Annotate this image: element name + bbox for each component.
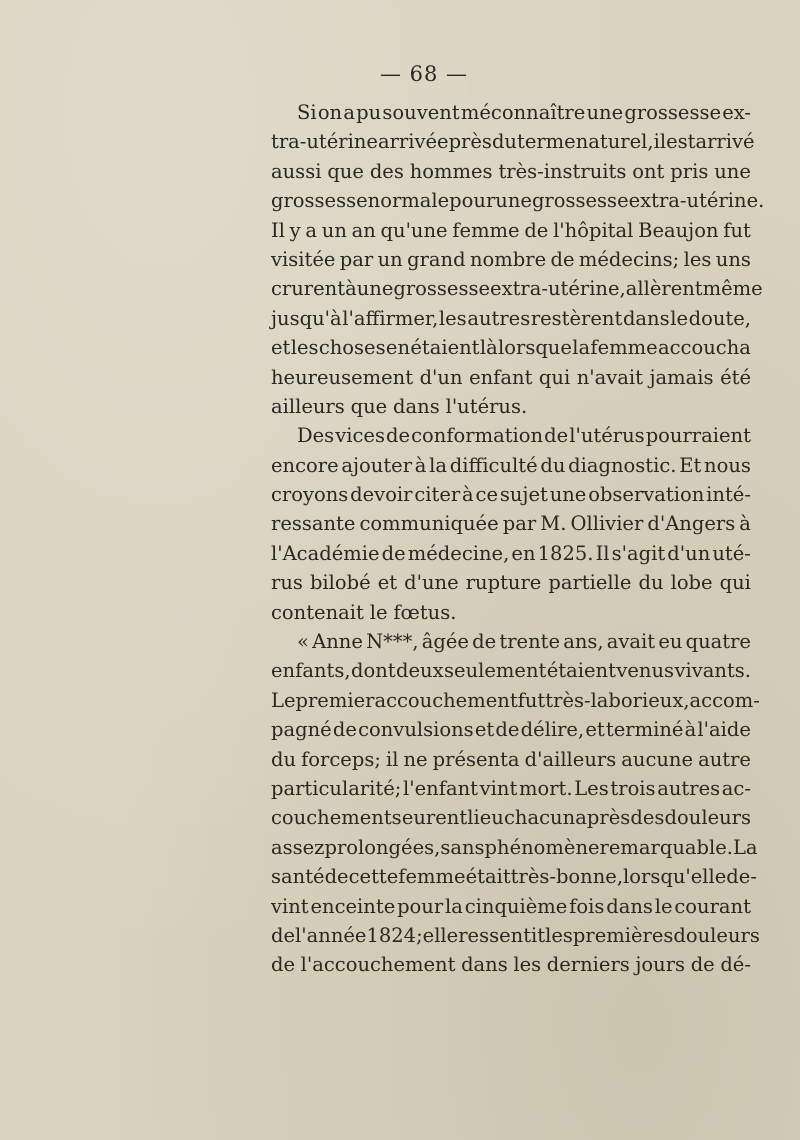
word: et (585, 718, 605, 742)
word: que (327, 159, 364, 183)
text-line (271, 363, 751, 392)
word: ce (475, 483, 498, 507)
word: à (462, 483, 474, 507)
text-line (271, 245, 751, 274)
word: l'Académie (271, 541, 380, 565)
word: grossesse (271, 189, 368, 213)
word: pagné (271, 718, 332, 742)
word: deux (396, 659, 444, 683)
word: a (305, 218, 318, 242)
word: diagnostic. (568, 453, 677, 477)
word: accouchement (374, 688, 518, 712)
word: présenta (432, 747, 520, 771)
word: eu (658, 630, 683, 654)
text-line (271, 598, 751, 627)
word: de (381, 541, 406, 565)
word: particularité; (271, 776, 402, 800)
word: douleurs (664, 806, 751, 830)
word: dont (350, 659, 396, 683)
text-line (271, 216, 751, 245)
word: la (429, 453, 448, 477)
word: derniers (546, 953, 630, 977)
word: uté- (712, 541, 751, 565)
word: terme (516, 130, 576, 154)
word: seulement (444, 659, 547, 683)
word: venus (616, 659, 675, 683)
word: qui (719, 571, 751, 595)
word: assez (271, 835, 325, 859)
word: arrivée (377, 130, 449, 154)
word: ac- (721, 776, 751, 800)
word: les (290, 336, 319, 360)
word: et (377, 571, 398, 595)
text-line (271, 274, 763, 303)
text-line (271, 745, 751, 774)
word: lorsqu'elle (623, 865, 727, 889)
word: ex- (722, 101, 751, 124)
word: encore (271, 453, 339, 477)
word: ans, (563, 630, 604, 654)
word: de (690, 953, 715, 977)
word: à (684, 718, 697, 742)
word: les (683, 247, 712, 271)
word: douleurs (673, 923, 760, 947)
word: d'un (667, 541, 711, 565)
word: sujet (499, 483, 548, 507)
word: l'aide (697, 718, 751, 742)
word: des (369, 159, 404, 183)
text-line (271, 950, 751, 979)
text-line (271, 862, 757, 891)
word: courant (674, 894, 751, 918)
word: remarquable. (599, 835, 733, 859)
word: médecine, (407, 541, 510, 565)
body-text (271, 98, 765, 980)
word: fœtus. (393, 600, 457, 624)
word: La (732, 835, 758, 859)
word: d'une (404, 571, 459, 595)
text-line (271, 892, 751, 921)
word: il (385, 747, 399, 771)
word: âgée (421, 630, 469, 654)
word: citer (414, 483, 461, 507)
word: pourraient (645, 424, 751, 448)
word: elle (422, 923, 459, 947)
word: santé (271, 865, 325, 889)
word: visitée (271, 247, 336, 271)
word: pour (449, 189, 496, 213)
word: pu (356, 101, 382, 124)
word: de (495, 718, 520, 742)
word: fut (723, 218, 751, 242)
word: restèrent (530, 306, 623, 330)
word: vices (335, 424, 385, 448)
word: pris (670, 159, 709, 183)
word: autre (698, 747, 751, 771)
word: grossesse (531, 189, 629, 213)
word: vint (271, 894, 309, 918)
word: 1825. (537, 541, 594, 565)
word: normale (367, 189, 450, 213)
word: communiquée (359, 512, 499, 536)
word: pour (397, 894, 444, 918)
word: ressentit (458, 923, 546, 947)
word: difficulté (449, 453, 538, 477)
word: une (586, 101, 624, 124)
word: les (545, 923, 573, 947)
word: étaient (410, 336, 480, 360)
text-line (271, 98, 751, 127)
word: le (369, 600, 388, 624)
word: grossesse (624, 101, 721, 124)
word: très-instruits (498, 159, 627, 183)
word: jusqu'à (271, 306, 342, 330)
word: on (317, 101, 343, 124)
word: jamais (649, 365, 714, 389)
word: de (332, 718, 357, 742)
word: grossesse (393, 277, 491, 301)
word: par (502, 512, 537, 536)
word: autres (467, 306, 531, 330)
word: partielle (548, 571, 632, 595)
word: Les (574, 776, 609, 800)
text-line (271, 833, 758, 862)
word: « (297, 630, 309, 654)
word: enfant (469, 365, 533, 389)
text-line (271, 333, 751, 362)
word: Ollivier (570, 512, 644, 536)
word: sans (440, 835, 485, 859)
word: observation (588, 483, 705, 507)
word: il (653, 130, 667, 154)
word: d'ailleurs (524, 747, 617, 771)
word: l'utérus. (445, 394, 528, 418)
word: Et (679, 453, 702, 477)
word: qu'une (380, 218, 448, 242)
word: chacun (504, 806, 576, 830)
word: Beaujon (638, 218, 719, 242)
word: eurent (401, 806, 468, 830)
text-line (271, 715, 751, 744)
word: après (575, 806, 631, 830)
word: dé- (720, 953, 751, 977)
word: de (544, 424, 569, 448)
word: choses (318, 336, 386, 360)
word: vint (479, 776, 518, 800)
text-line (271, 539, 751, 568)
word: là (479, 336, 498, 360)
word: lorsque (498, 336, 572, 360)
word: de (472, 630, 497, 654)
word: aucune (621, 747, 694, 771)
word: dans (622, 306, 670, 330)
text-line (271, 803, 751, 832)
word: méconnaître (460, 101, 586, 124)
word: la (572, 336, 591, 360)
word: l'accouchement (300, 953, 456, 977)
text-line (271, 127, 755, 156)
word: des (630, 806, 665, 830)
word: N***, (366, 630, 419, 654)
text-line (271, 568, 751, 597)
word: y (289, 218, 301, 242)
word: lobe (670, 571, 713, 595)
word: Il (271, 218, 285, 242)
text-line (271, 451, 751, 480)
word: ressante (271, 512, 356, 536)
word: une (714, 159, 751, 183)
word: premier (295, 688, 375, 712)
word: forceps; (301, 747, 381, 771)
word: tra-utérine (271, 130, 378, 154)
word: doute, (688, 306, 751, 330)
text-line (271, 186, 765, 215)
word: et (271, 336, 291, 360)
word: nous (704, 453, 751, 477)
word: ont (632, 159, 665, 183)
word: une (356, 277, 394, 301)
word: de (550, 247, 575, 271)
word: trente (499, 630, 561, 654)
word: mort. (518, 776, 573, 800)
word: un (321, 218, 347, 242)
word: à (739, 512, 751, 536)
page-number: — 68 — (379, 62, 469, 86)
word: en (511, 541, 536, 565)
word: inté- (706, 483, 751, 507)
word: dans (393, 394, 440, 418)
word: les (438, 306, 467, 330)
word: heureusement (271, 365, 414, 389)
word: même (702, 277, 763, 301)
text-line (271, 304, 751, 333)
word: une (495, 189, 532, 213)
word: Si (297, 101, 317, 124)
word: extra-utérine, (490, 277, 626, 301)
text-line (271, 656, 751, 685)
word: dans (461, 953, 508, 977)
word: de (386, 424, 411, 448)
word: du (540, 453, 566, 477)
word: de (324, 865, 349, 889)
word: très-laborieux, (545, 688, 690, 712)
word: était (465, 865, 511, 889)
word: enfants, (271, 659, 351, 683)
word: ne (403, 747, 428, 771)
word: délire, (520, 718, 585, 742)
word: l'hôpital (553, 218, 634, 242)
word: qui (538, 365, 571, 389)
word: Il (595, 541, 610, 565)
word: un (377, 247, 403, 271)
word: s'agit (611, 541, 666, 565)
word: Des (297, 424, 335, 448)
text-line (271, 921, 760, 950)
word: de- (726, 865, 757, 889)
word: conformation (411, 424, 544, 448)
word: premières (572, 923, 674, 947)
word: cinquième (464, 894, 568, 918)
word: fut (517, 688, 546, 712)
word: convulsions (358, 718, 474, 742)
word: quatre (685, 630, 751, 654)
word: l'enfant (403, 776, 478, 800)
word: la (445, 894, 463, 918)
word: l'affirmer, (342, 306, 439, 330)
word: lieu (467, 806, 504, 830)
word: étaient (546, 659, 616, 683)
word: par (339, 247, 374, 271)
word: n'avait (576, 365, 643, 389)
word: à (414, 453, 427, 477)
word: arrivé (695, 130, 755, 154)
word: de (271, 923, 296, 947)
text-line (271, 480, 751, 509)
word: jours (635, 953, 686, 977)
word: trois (610, 776, 656, 800)
word: an (351, 218, 376, 242)
word: devoir (350, 483, 413, 507)
word: du (491, 130, 517, 154)
word: hommes (409, 159, 493, 183)
word: avait (606, 630, 656, 654)
word: les (513, 953, 542, 977)
word: le (670, 306, 689, 330)
word: femme (452, 218, 520, 242)
text-line (271, 157, 751, 186)
word: du (271, 747, 297, 771)
word: d'un (419, 365, 463, 389)
word: prolongées, (324, 835, 441, 859)
text-line (271, 421, 751, 450)
word: femme (590, 336, 658, 360)
word: 1824; (366, 923, 423, 947)
word: croyons (271, 483, 349, 507)
word: M. (540, 512, 567, 536)
word: que (350, 394, 388, 418)
text-line (271, 774, 751, 803)
text-line (271, 686, 760, 715)
word: aussi (271, 159, 322, 183)
word: terminé (605, 718, 684, 742)
word: souvent (382, 101, 460, 124)
word: a (343, 101, 355, 124)
word: médecins; (578, 247, 680, 271)
word: rupture (465, 571, 542, 595)
word: cette (348, 865, 399, 889)
word: très-bonne, (510, 865, 624, 889)
word: est (666, 130, 696, 154)
word: extra-utérine. (628, 189, 765, 213)
word: naturel, (575, 130, 654, 154)
word: près (448, 130, 492, 154)
word: phénomène (484, 835, 600, 859)
word: enceinte (310, 894, 396, 918)
word: couchements (271, 806, 402, 830)
word: à (345, 277, 357, 301)
text-line (271, 627, 751, 656)
text-line (271, 509, 751, 538)
word: d'Angers (647, 512, 736, 536)
word: de (271, 953, 296, 977)
word: été (720, 365, 751, 389)
word: l'année (295, 923, 367, 947)
word: Anne (312, 630, 363, 654)
word: ailleurs (271, 394, 345, 418)
word: femme (398, 865, 466, 889)
word: une (549, 483, 587, 507)
word: uns (715, 247, 751, 271)
word: crurent (271, 277, 346, 301)
word: fois (569, 894, 605, 918)
word: autres (657, 776, 721, 800)
word: Le (271, 688, 296, 712)
word: accoucha (658, 336, 751, 360)
word: l'utérus (569, 424, 645, 448)
word: grand (407, 247, 466, 271)
word: et (474, 718, 495, 742)
word: bilobé (309, 571, 371, 595)
word: dans (606, 894, 653, 918)
word: vivants. (674, 659, 751, 683)
word: du (638, 571, 664, 595)
word: le (654, 894, 673, 918)
word: de (524, 218, 549, 242)
word: contenait (271, 600, 364, 624)
word: accom- (689, 688, 760, 712)
text-line (271, 392, 751, 421)
word: allèrent (625, 277, 703, 301)
word: en (385, 336, 411, 360)
word: nombre (469, 247, 547, 271)
word: ajouter (341, 453, 413, 477)
word: rus (271, 571, 303, 595)
